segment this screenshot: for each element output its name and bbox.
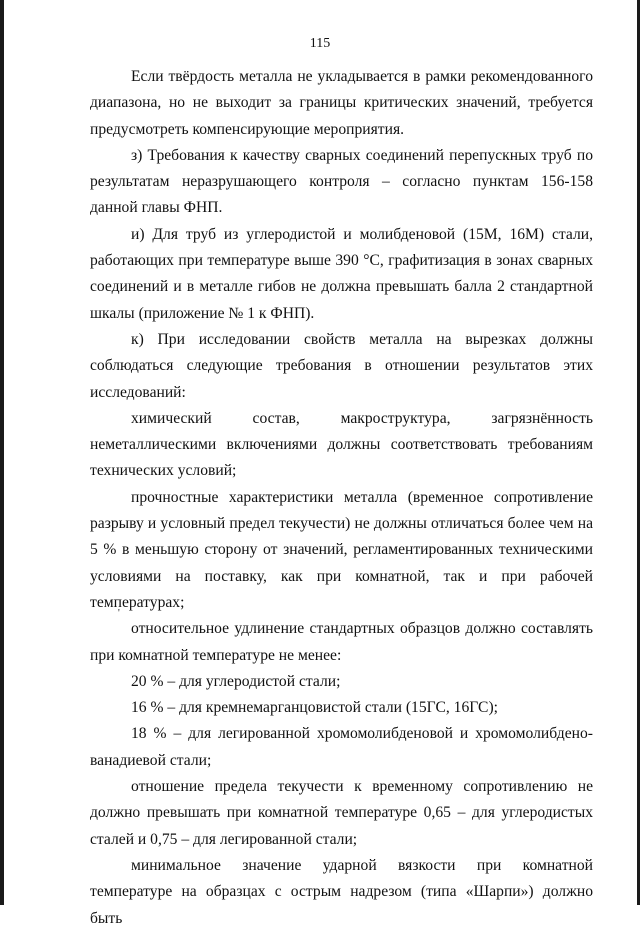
document-body <box>90 64 593 932</box>
scan-border-left <box>0 0 4 905</box>
list-item-silicon-manganese-steel: 16 % – для кремнемарганцовистой стали (15ГС, 16ГС); <box>131 699 498 717</box>
paragraph-impact-toughness: минимальное значение ударной вязкости при комнатной температуре на образцах с острым надрезом (типа «Шарпи») должно быть <box>90 856 593 927</box>
paragraph-graphitization: и) Для труб из углеродистой и молибденовой (15М, 16М) стали, работающих при температуре выше 390 °С, графитизация в зонах сварных соединений и в металле гибов не должна превышать балла 2 стандартной шкалы (приложение № 1 к ФНП). <box>90 225 593 322</box>
list-item-carbon-steel: 20 % – для углеродистой стали; <box>131 672 341 690</box>
page-number: 115 <box>309 36 331 51</box>
paragraph-weld-quality: з) Требования к качеству сварных соединений перепускных труб по результатам неразрушающего контроля – согласно пунктам 156-158 данной главы ФНП. <box>90 146 593 217</box>
stray-mark: ' <box>118 608 120 619</box>
paragraph-elongation: относительное удлинение стандартных образцов должно составлять при комнатной температуре не менее: <box>90 620 593 664</box>
paragraph-hardness-compensation: Если твёрдость металла не укладывается в рамки рекомендованного диапазона, но не выходит за границы критических значений, требуется предусмотреть компенсирующие мероприятия. <box>90 68 593 138</box>
paragraph-cutout-requirements: к) При исследовании свойств металла на вырезках должны соблюдаться следующие требования в отношении результатов этих исследований: <box>90 330 593 401</box>
list-item-alloy-steel: 18 % – для легированной хромомолибденовой и хромомолибдено-ванадиевой стали; <box>90 725 593 769</box>
paragraph-yield-ratio: отношение предела текучести к временному сопротивлению не должно превышать при комнатной температуре 0,65 – для углеродистых сталей и 0,75 – для легированной стали; <box>90 778 593 848</box>
paragraph-chemical-composition: химический состав, макроструктура, загрязнённость неметаллическими включениями должны соответствовать требованиям технических условий; <box>90 409 593 480</box>
paragraph-strength-characteristics: прочностные характеристики металла (временное сопротивление разрыву и условный предел текучести) не должны отличаться более чем на 5 % в меньшую сторону от значений, регламентированных техническими условиями на поставку, как при комнатной, так и при рабочей температурах; <box>90 488 593 611</box>
